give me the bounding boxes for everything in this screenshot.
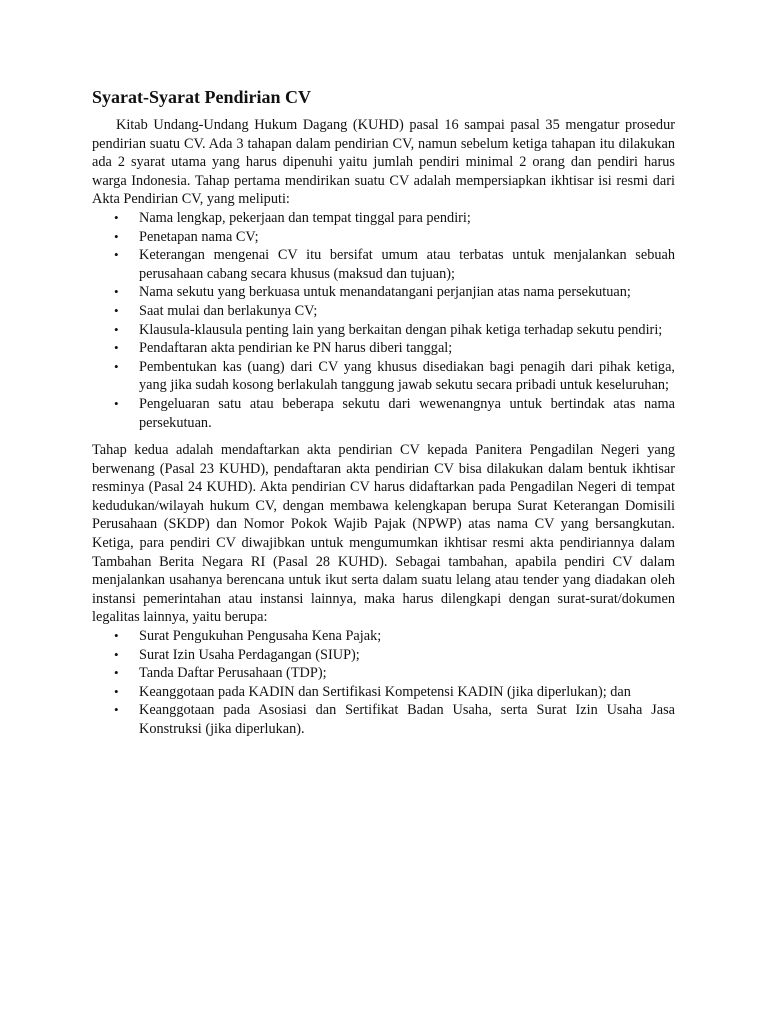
list-item (92, 683, 675, 702)
bullet-icon: • (114, 665, 119, 681)
bullet-icon: • (114, 321, 119, 337)
list-item (92, 283, 675, 302)
second-stage-paragraph: Tahap kedua adalah mendaftarkan akta pendirian CV kepada Panitera Pengadilan Negeri yang berwenang (Pasal 23 KUHD), pendaftaran akta pendirian CV bisa dilakukan dalam bentuk ikhtisar resminya (Pasal 24 KUHD). Akta pendirian CV harus didaftarkan pada Pengadilan Negeri di tempat kedudukan/wilayah hukum CV, dengan membawa kelengkapan berupa Surat Keterangan Domisili Perusahaan (SKDP) dan Nomor Pokok Wajib Pajak (NPWP) atas nama CV yang bersangkutan. Ketiga, para pendiri CV diwajibkan untuk mengumumkan ikhtisar resmi akta pendiriannya dalam Tambahan Berita Negara RI (Pasal 28 KUHD). Sebagai tambahan, apabila pendiri CV dalam menjalankan usahanya berencana untuk ikut serta dalam suatu lelang atau tender yang diadakan oleh instansi pemerintahan atau instansi lainnya, maka harus dilengkapi dengan surat-surat/dokumen legalitas lainnya, yaitu berupa: (92, 442, 675, 626)
list-item-text: Surat Izin Usaha Perdagangan (SIUP); (139, 646, 360, 663)
list-item-text: Keterangan mengenai CV itu bersifat umum atau terbatas untuk menjalankan sebuah perusahaan cabang secara khusus (maksud dan tujuan); (139, 247, 675, 282)
list-item-text: Penetapan nama CV; (139, 228, 259, 245)
list-item-text: Klausula-klausula penting lain yang berkaitan dengan pihak ketiga terhadap sekutu pendiri; (139, 321, 663, 338)
bullet-icon: • (114, 683, 119, 699)
akta-contents-list (92, 209, 675, 432)
list-item-text: Nama sekutu yang berkuasa untuk menandatangani perjanjian atas nama persekutuan; (139, 284, 631, 301)
legal-documents-list (92, 627, 675, 739)
document-title: Syarat-Syarat Pendirian CV (92, 87, 311, 107)
bullet-icon: • (114, 646, 119, 662)
list-item-text: Tanda Daftar Perusahaan (TDP); (139, 665, 327, 682)
bullet-icon: • (114, 228, 119, 244)
list-item-text: Pengeluaran satu atau beberapa sekutu dari wewenangnya untuk bertindak atas nama persekutuan. (139, 395, 675, 431)
bullet-icon: • (114, 628, 119, 644)
list-item-text: Saat mulai dan berlakunya CV; (139, 302, 318, 319)
list-item (92, 646, 675, 665)
bullet-icon: • (114, 284, 119, 300)
bullet-icon: • (114, 302, 119, 318)
list-item (92, 664, 675, 683)
list-item (92, 302, 675, 321)
bullet-icon: • (114, 395, 119, 411)
list-item (92, 701, 675, 738)
list-item (92, 358, 675, 395)
list-item-text: Keanggotaan pada Asosiasi dan Sertifikat Badan Usaha, serta Surat Izin Usaha Jasa Konstruksi (jika diperlukan). (139, 702, 675, 737)
list-item (92, 339, 675, 358)
list-item (92, 395, 675, 432)
list-item (92, 228, 675, 247)
list-item (92, 246, 675, 283)
intro-paragraph: Kitab Undang-Undang Hukum Dagang (KUHD) pasal 16 sampai pasal 35 mengatur prosedur pendirian suatu CV. Ada 3 tahapan dalam pendirian CV, namun sebelum ketiga tahapan itu dilakukan ada 2 syarat utama yang harus dipenuhi yaitu jumlah pendiri minimal 2 orang dan pendiri harus warga Indonesia. Tahap pertama mendirikan suatu CV adalah mempersiapkan ikhtisar isi resmi dari Akta Pendirian CV, yang meliputi: (92, 117, 675, 208)
list-item-text: Surat Pengukuhan Pengusaha Kena Pajak; (139, 628, 382, 645)
list-item (92, 209, 675, 228)
list-item-text: Keanggotaan pada KADIN dan Sertifikasi Kompetensi KADIN (jika diperlukan); dan (139, 683, 631, 700)
bullet-icon: • (114, 340, 119, 356)
list-item-text: Nama lengkap, pekerjaan dan tempat tinggal para pendiri; (139, 209, 471, 226)
document-page (92, 86, 675, 739)
bullet-icon: • (114, 247, 119, 263)
list-item-text: Pendaftaran akta pendirian ke PN harus diberi tanggal; (139, 340, 453, 357)
bullet-icon: • (114, 358, 119, 374)
bullet-icon: • (114, 702, 119, 718)
bullet-icon: • (114, 209, 119, 225)
list-item (92, 321, 675, 340)
list-item-text: Pembentukan kas (uang) dari CV yang khusus disediakan bagi penagih dari pihak ketiga, yang jika sudah kosong berlakulah tanggung jawab sekutu secara pribadi untuk keseluruhan; (139, 358, 675, 394)
list-item (92, 627, 675, 646)
